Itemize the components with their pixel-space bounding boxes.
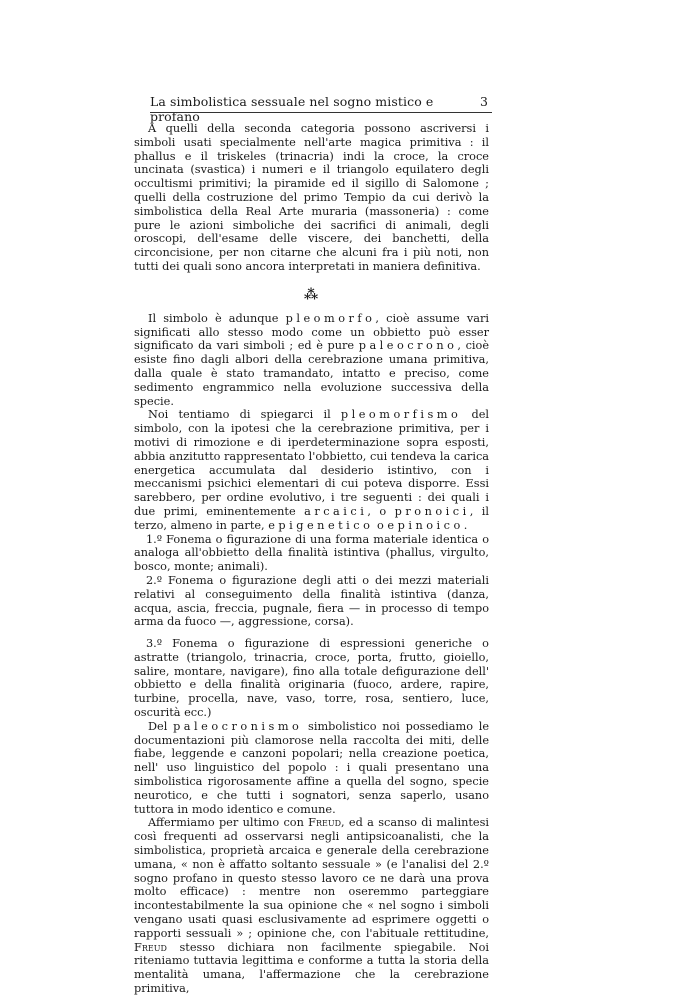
numbered-item-3: 3.º Fonema o figurazione di espressioni generiche o astratte (triangolo, trinacria, croce, porta, frutto, gioiello, salire, montare, navigare), fino alla totale defigurazione dell' obbietto e della finalità originaria (fuoco, ardere, rapire, turbine, procella, nave, vaso, torre, rosa, sentiero, luce, oscurità ecc.) <box>134 637 489 720</box>
body-text <box>134 122 489 996</box>
paragraph-5: Affermiamo per ultimo con Freud, ed a scanso di malintesi così frequenti ad osservarsi negli antipsicoanalisti, che la simbolistica, proprietà arcaica e generale della cerebrazione umana, « non è affatto soltanto sessuale » (e l'analisi del 2.º sogno profano in questo stesso lavoro ce ne darà una prova molto efficace) : mentre non oseremmo parteggiare incontestabilmente la sua opinione che « nel sogno i simboli vengano usati quasi esclusivamente ad esprimere oggetti o rapporti sessuali » ; opinione che, con l'abituale rettitudine, Freud stesso dichiara non facilmente spiegabile. Noi riteniamo tuttavia legittima e conforme a tutta la storia della mentalità umana, l'affermazione che la cerebrazione primitiva, <box>134 816 489 996</box>
author-name-freud-2: Freud <box>134 940 167 954</box>
paragraph-4: Del paleocronismo simbolistico noi possediamo le documentazioni più clamorose nella raccolta dei miti, delle fiabe, leggende e canzoni popolari; nella creazione poetica, nell' uso linguistico del popolo : i quali presentano una simbolistica rigorosamente affine a quella del sogno, specie neurotico, e che tutti i sognatori, senza saperlo, usano tuttora in modo identico e comune. <box>134 719 490 816</box>
author-name-freud: Freud <box>308 816 342 830</box>
header-rule <box>150 112 492 113</box>
paragraph-3: Noi tentiamo di spiegarci il pleomorfismo del simbolo, con la ipotesi che la cerebrazione primitiva, per i motivi di rimozione e di iperdeterminazione sopra esposti, abbia anzitutto rappresentato l'obbietto, cui tendeva la carica energetica accumulata dal desiderio istintivo, con i meccanismi psichici elementari di cui poteva disporre. Essi sarebbero, per ordine evolutivo, i tre seguenti : dei quali i due primi, eminentemente arcaici, o pronoici, il terzo, almeno in parte, epigenetico o epinoico. <box>134 408 490 532</box>
spaced-term-epigenetico: epigenetico <box>268 518 374 532</box>
paragraph-1: A quelli della seconda categoria possono ascriversi i simboli usati specialmente nell'arte magica primitiva : il phallus e il triskeles (trinacria) indi la croce, la croce uncinata (svastica) i numeri e il triangolo equilatero degli occultismi primitivi; la piramide ed il sigillo di Salomone ; quelli della costruzione del primo Tempio da cui derivò la simbolistica della Real Arte muraria (massoneria) : come pure le azioni simboliche dei sacrifici di animali, degli oroscopi, dell'esame delle viscere, dei banchetti, della circoncisione, per non citarne che alcuni fra i più noti, non tutti dei quali sono ancora interpretati in maniera definitiva. <box>134 122 489 273</box>
spaced-term-epinoico: epinoico <box>387 518 464 532</box>
running-title: La simbolistica sessuale nel sogno mistico e profano <box>150 94 434 124</box>
numbered-item-2: 2.º Fonema o figurazione degli atti o dei mezzi materiali relativi al conseguimento della finalità istintiva (danza, acqua, ascia, freccia, pugnale, fiera — in processo di tempo arma da fuoco —, aggressione, corsa). <box>134 573 489 629</box>
running-header <box>150 94 489 124</box>
section-separator-asterism: ⁂ <box>303 286 320 303</box>
spaced-term-paleocrono: paleocrono <box>358 339 458 353</box>
spaced-term-pronoici: pronoici <box>394 504 470 518</box>
spaced-term-pleomorfo: pleomorfo <box>285 311 376 325</box>
page-number: 3 <box>480 94 489 109</box>
spaced-term-arcaici: arcaici <box>304 504 368 518</box>
numbered-item-1: 1.º Fonema o figurazione di una forma materiale identica o analoga all'obbietto della finalità istintiva (phallus, virgulto, bosco, monte; animali). <box>134 532 489 574</box>
paragraph-2: Il simbolo è adunque pleomorfo, cioè assume vari significati allo stesso modo come un obbietto può esser significato da vari simboli ; ed è pure paleocrono, cioè esiste fino dagli albori della cerebrazione umana primitiva, dalla quale è stato tramandato, intatto e preciso, come sedimento engrammico nella evoluzione successiva della specie. <box>134 311 490 408</box>
spaced-term-paleocronismo: paleocronismo <box>173 719 303 733</box>
spaced-term-pleomorfismo: pleomorfismo <box>340 408 462 422</box>
